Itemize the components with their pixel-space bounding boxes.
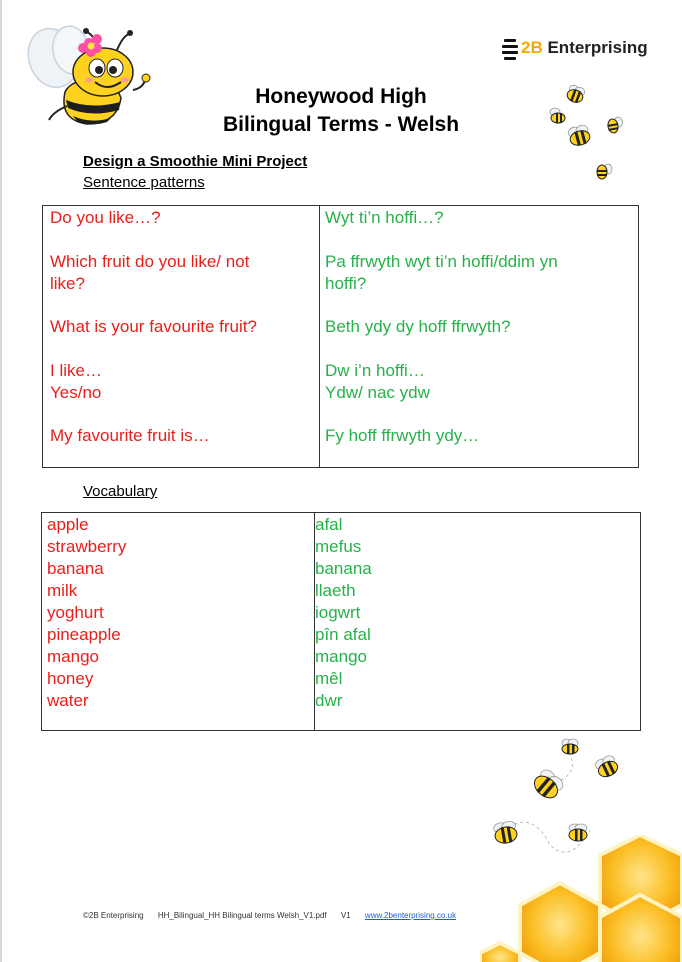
english-word: pineapple <box>47 625 121 644</box>
english-phrase: like? <box>50 274 85 293</box>
welsh-phrase: hoffi? <box>325 274 367 293</box>
footer-version: V1 <box>340 911 351 920</box>
english-vocab-column <box>47 514 126 712</box>
english-word: banana <box>47 559 104 578</box>
english-word: strawberry <box>47 537 127 556</box>
english-word: honey <box>47 669 94 688</box>
welsh-word: mêl <box>315 669 343 688</box>
footer-website-link[interactable]: www.2benterprising.co.uk <box>364 911 457 920</box>
page-edge <box>0 0 2 962</box>
english-phrase: I like… <box>50 361 102 380</box>
welsh-phrase: Wyt ti’n hoffi…? <box>325 208 444 227</box>
welsh-phrase: Dw i’n hoffi… <box>325 361 425 380</box>
english-word: milk <box>47 581 78 600</box>
column-divider <box>319 206 320 467</box>
welsh-phrase: Fy hoff ffrwyth ydy… <box>325 426 480 445</box>
english-word: water <box>47 691 89 710</box>
welsh-word: pîn afal <box>315 625 371 644</box>
english-phrase: My favourite fruit is… <box>50 426 210 445</box>
welsh-word: mefus <box>315 537 362 556</box>
welsh-word: banana <box>315 559 372 578</box>
document-title: Bilingual Terms - Welsh <box>222 113 460 136</box>
welsh-word: mango <box>315 647 367 666</box>
welsh-phrase: Beth ydy dy hoff ffrwyth? <box>325 317 511 336</box>
english-phrase: Yes/no <box>50 383 102 402</box>
welsh-word: afal <box>315 515 343 534</box>
sentence-patterns-table <box>42 205 639 468</box>
welsh-word: iogwrt <box>315 603 361 622</box>
brand-logo <box>500 35 648 61</box>
welsh-word: dwr <box>315 691 343 710</box>
page-footer <box>83 911 468 920</box>
welsh-phrase: Pa ffrwyth wyt ti’n hoffi/ddim yn <box>325 252 558 271</box>
sentence-patterns-heading: Sentence patterns <box>83 174 205 191</box>
brand-name: 2B Enterprising <box>521 38 648 57</box>
welsh-vocab-column <box>315 514 372 712</box>
english-phrase: Which fruit do you like/ not <box>50 252 250 271</box>
welsh-word: llaeth <box>315 581 356 600</box>
footer-copyright: ©2B Enterprising <box>83 911 144 920</box>
vocabulary-heading: Vocabulary <box>83 483 158 500</box>
english-phrase: What is your favourite fruit? <box>50 317 257 336</box>
brand-mark-icon <box>500 36 520 60</box>
vocabulary-table <box>41 512 641 731</box>
footer-filename: HH_Bilingual_HH Bilingual terms Welsh_V1.pdf <box>157 911 327 920</box>
english-word: mango <box>47 647 99 666</box>
project-heading: Design a Smoothie Mini Project <box>83 153 308 170</box>
english-word: apple <box>47 515 89 534</box>
welsh-phrase: Ydw/ nac ydw <box>325 383 430 402</box>
flying-bee-icon <box>540 80 650 190</box>
english-phrase: Do you like…? <box>50 208 161 227</box>
english-word: yoghurt <box>47 603 104 622</box>
honeycomb-icon <box>480 835 682 962</box>
school-name: Honeywood High <box>255 85 427 108</box>
